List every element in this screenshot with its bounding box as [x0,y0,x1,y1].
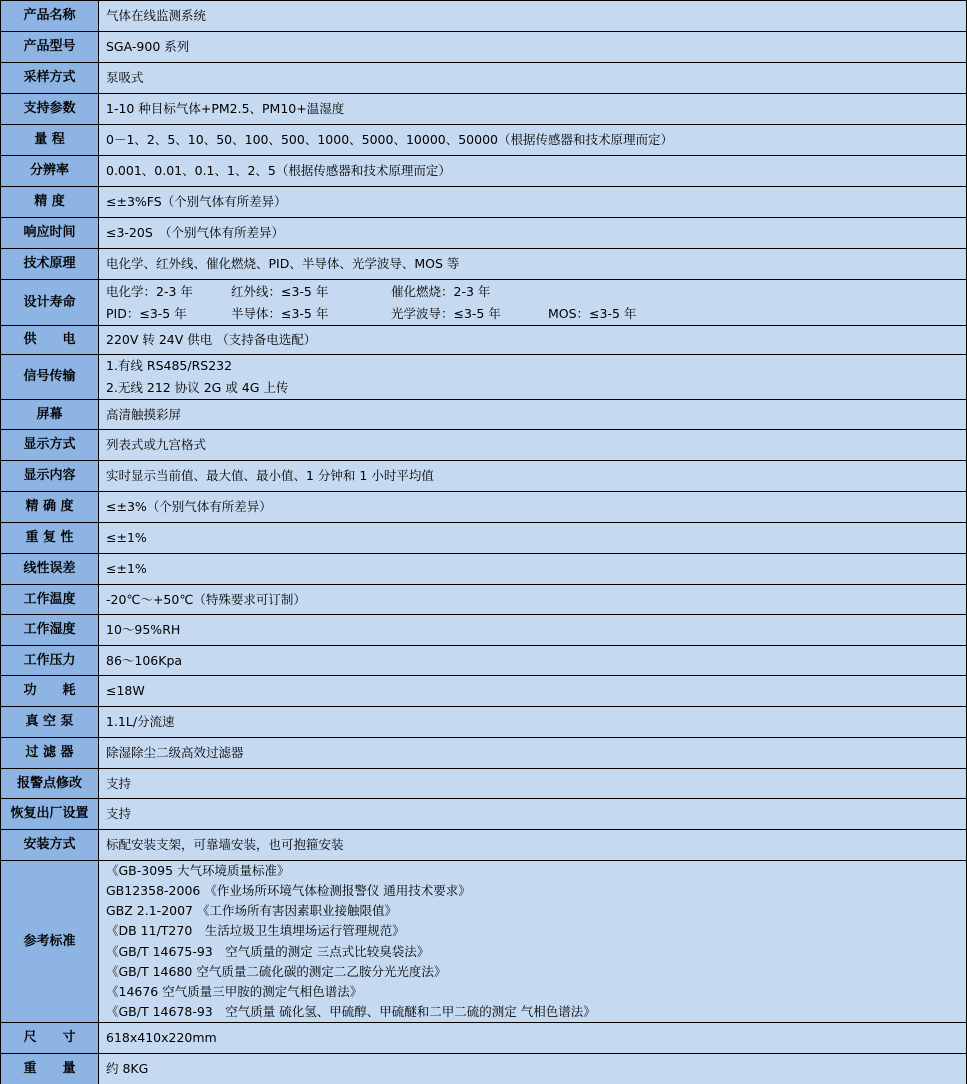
spec-row [1,523,966,554]
spec-value-line: 0.001、0.01、0.1、1、2、5（根据传感器和技术原理而定） [106,163,451,178]
spec-value-line: ≤18W [106,683,145,698]
spec-label: 尺 寸 [1,1023,99,1053]
spec-value [99,355,966,399]
spec-label: 参考标准 [1,861,99,1022]
spec-value [99,707,966,737]
spec-value-line: 气体在线监测系统 [106,8,207,23]
spec-value-segment: MOS：≤3-5 年 [548,305,637,321]
spec-value-line: 《GB/T 14680 空气质量二硫化碳的测定二乙胺分光光度法》 [106,963,447,979]
spec-value [99,280,966,325]
spec-value-line: 618x410x220mm [106,1030,217,1045]
spec-value [99,861,966,1022]
spec-row [1,1,966,32]
spec-value [99,400,966,429]
spec-label: 报警点修改 [1,769,99,798]
spec-value-segment: 光学波导：≤3-5 年 [391,305,501,321]
spec-value-segment: 催化燃烧：2-3 年 [391,283,491,299]
spec-row [1,646,966,676]
spec-value-line: 除湿除尘二级高效过滤器 [106,745,244,760]
spec-row [1,799,966,830]
spec-value-line: 0－1、2、5、10、50、100、500、1000、5000、10000、50000（根据传感器和技术原理而定） [106,132,673,147]
spec-value-line: ≤±1% [106,530,147,545]
spec-row [1,355,966,400]
spec-value-line: 支持 [106,775,132,791]
spec-label: 供 电 [1,326,99,354]
spec-row [1,63,966,94]
spec-row [1,615,966,646]
spec-value [99,125,966,155]
spec-value-line: 220V 转 24V 供电 （支持备电选配） [106,332,317,347]
spec-label: 重 复 性 [1,523,99,553]
spec-row [1,769,966,799]
spec-row [1,738,966,769]
spec-value [99,32,966,62]
spec-value [99,830,966,860]
spec-label: 工作湿度 [1,615,99,645]
spec-value-line: 电化学、红外线、催化燃烧、PID、半导体、光学波导、MOS 等 [106,256,460,271]
spec-row [1,94,966,125]
spec-value-segment: 红外线：≤3-5 年 [231,283,329,299]
spec-value-line: GB12358-2006 《作业场所环境气体检测报警仪 通用技术要求》 [106,882,471,898]
spec-value [99,249,966,279]
spec-row [1,32,966,63]
spec-row [1,430,966,461]
spec-row [1,125,966,156]
spec-row [1,218,966,249]
spec-value [99,461,966,491]
spec-label: 支持参数 [1,94,99,124]
spec-value [99,769,966,798]
spec-value-line: 支持 [106,806,132,821]
spec-row [1,861,966,1023]
spec-value [99,585,966,614]
spec-value [99,492,966,522]
spec-value-line: 86～106Kpa [106,652,183,668]
spec-value-line: -20℃～+50℃（特殊要求可订制） [106,591,306,607]
spec-value-line: 1.1L/分流速 [106,714,175,729]
spec-row [1,492,966,523]
spec-value [99,187,966,217]
spec-value-line: SGA-900 系列 [106,39,190,54]
spec-row [1,326,966,355]
spec-value [99,63,966,93]
spec-value [99,799,966,829]
spec-value-line: ≤3-20S （个别气体有所差异） [106,225,285,240]
spec-label: 工作温度 [1,585,99,614]
spec-value-line [106,281,962,303]
spec-value [99,554,966,584]
spec-value [99,218,966,248]
spec-label: 响应时间 [1,218,99,248]
spec-value [99,646,966,675]
spec-value [99,1054,966,1084]
spec-value-line: 《GB-3095 大气环境质量标准》 [106,862,290,878]
spec-label: 屏幕 [1,400,99,429]
spec-value-line: 《14676 空气质量三甲胺的测定气相色谱法》 [106,983,363,999]
spec-row [1,1023,966,1054]
spec-label: 采样方式 [1,63,99,93]
spec-value [99,1,966,31]
spec-value [99,326,966,354]
spec-label: 过 滤 器 [1,738,99,768]
spec-row [1,280,966,326]
spec-value [99,615,966,645]
spec-label: 安装方式 [1,830,99,860]
spec-value-line: 约 8KG [106,1061,149,1076]
spec-value-line: 1.有线 RS485/RS232 [106,358,233,373]
spec-value [99,94,966,124]
spec-row [1,554,966,585]
spec-row [1,585,966,615]
spec-label: 工作压力 [1,646,99,675]
spec-label: 产品名称 [1,1,99,31]
spec-label: 功 耗 [1,676,99,706]
spec-value [99,156,966,186]
spec-value [99,1023,966,1053]
spec-row [1,156,966,187]
spec-label: 分辨率 [1,156,99,186]
spec-value-segment: 半导体：≤3-5 年 [231,305,329,321]
spec-value-line: 高清触摸彩屏 [106,406,182,422]
spec-row [1,830,966,861]
spec-value-line: GBZ 2.1-2007 《工作场所有害因素职业接触限值》 [106,903,397,919]
spec-label: 显示内容 [1,461,99,491]
spec-label: 恢复出厂设置 [1,799,99,829]
spec-value-line: 实时显示当前值、最大值、最小值、1 分钟和 1 小时平均值 [106,468,434,483]
spec-value-line [106,303,962,325]
spec-label: 精 度 [1,187,99,217]
spec-value-line: 标配安装支架，可靠墙安装，也可抱箍安装 [106,837,344,852]
spec-value-line: 1-10 种目标气体+PM2.5、PM10+温湿度 [106,101,345,116]
spec-row [1,400,966,430]
spec-label: 设计寿命 [1,280,99,325]
spec-value-line: 《GB/T 14675-93 空气质量的测定 三点式比较臭袋法》 [106,943,430,959]
spec-value-line: 泵吸式 [106,70,144,85]
spec-row [1,1054,966,1084]
spec-value-line: ≤±3%FS（个别气体有所差异） [106,194,287,209]
spec-value-line: 2.无线 212 协议 2G 或 4G 上传 [106,380,289,395]
spec-label: 线性误差 [1,554,99,584]
spec-value-line: ≤±1% [106,561,147,576]
spec-value [99,430,966,460]
spec-label: 产品型号 [1,32,99,62]
spec-value-line: 《GB/T 14678-93 空气质量 硫化氢、甲硫醇、甲硫醚和二甲二硫的测定 气相色谱法》 [106,1004,596,1020]
spec-value-line: ≤±3%（个别气体有所差异） [106,499,272,514]
spec-value-line: 10～95%RH [106,622,181,637]
spec-label: 量 程 [1,125,99,155]
spec-row [1,707,966,738]
spec-value [99,738,966,768]
spec-label: 信号传输 [1,355,99,399]
spec-label: 精 确 度 [1,492,99,522]
spec-value-segment: 电化学：2-3 年 [106,283,193,299]
spec-row [1,676,966,707]
spec-label: 显示方式 [1,430,99,460]
spec-row [1,461,966,492]
spec-value-line: 《DB 11/T270 生活垃圾卫生填埋场运行管理规范》 [106,923,405,939]
spec-value-segment: PID：≤3-5 年 [106,305,187,321]
spec-value [99,523,966,553]
spec-label: 技术原理 [1,249,99,279]
spec-value [99,676,966,706]
spec-row [1,249,966,280]
spec-value-line: 列表式或九宫格式 [106,437,207,452]
spec-row [1,187,966,218]
spec-label: 真 空 泵 [1,707,99,737]
spec-label: 重 量 [1,1054,99,1084]
